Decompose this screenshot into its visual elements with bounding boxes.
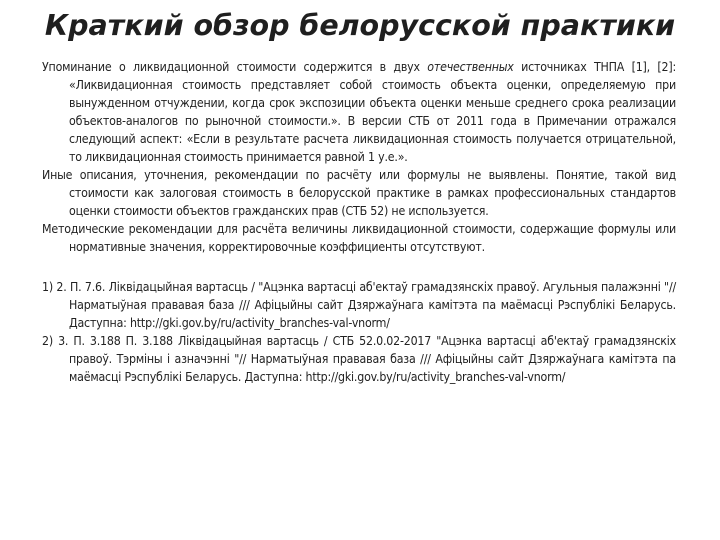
paragraph-1-start: Упоминание о ликвидационной стоимости содержится в двух [42,60,428,74]
paragraph-2: Иные описания, уточнения, рекомендации по расчёту или формулы не выявлены. Понятие, такой вид стоимости как залоговая стоимость в белорусской практике в рамках профессиональных стандартов оценки стоимости объектов гражданских прав (СТБ 52) не используется. [42,168,676,218]
paragraph-3: Методические рекомендации для расчёта величины ликвидационной стоимости, содержащие формулы или нормативные значения, корректировочные коэффициенты отсутствуют. [42,222,676,254]
paragraph-1 [42,58,676,166]
paragraph-1-end: источниках ТНПА [1], [2]: «Ликвидационная стоимость представляет собой стоимость объекта оценки, определяемую при вынужденном отчуждении, когда срок экспозиции объекта оценки меньше среднего срока реализации объектов-аналогов по рыночной стоимости.». В версии СТБ от 2011 года в Примечании отражался следующий аспект: «Если в результате расчета ликвидационная стоимость получается отрицательной, то ликвидационная стоимость принимается равной 1 у.е.». [69,60,676,164]
references [42,278,676,386]
paragraph-1-emphasis: отечественных [427,60,514,74]
slide-body [42,58,676,386]
reference-1: 1) 2. П. 7.6. Ліквідацыйная вартасць / "Ацэнка вартасці аб'ектаў грамадзянскіх правоў. Агульныя палажэнні "// Нарматыўная прававая база /// Афіцыйны сайт Дзяржаўнага камітэта па маёмасці Рэспублікі Беларусь. Даступна: http://gki.gov.by/ru/activity_branches-val-vnorm/ [42,280,676,330]
reference-2: 2) 3. П. 3.188 П. 3.188 Ліквідацыйная вартасць / СТБ 52.0.02-2017 "Ацэнка вартасці аб'ектаў грамадзянскіх правоў. Тэрміны і азначэнні "// Нарматыўная прававая база /// Афіцыйны сайт Дзяржаўнага камітэта па маёмасці Рэспублікі Беларусь. Даступна: http://gki.gov.by/ru/activity_branches-val-vnorm/ [42,334,676,384]
slide-title: Краткий обзор белорусской практики [44,9,676,42]
